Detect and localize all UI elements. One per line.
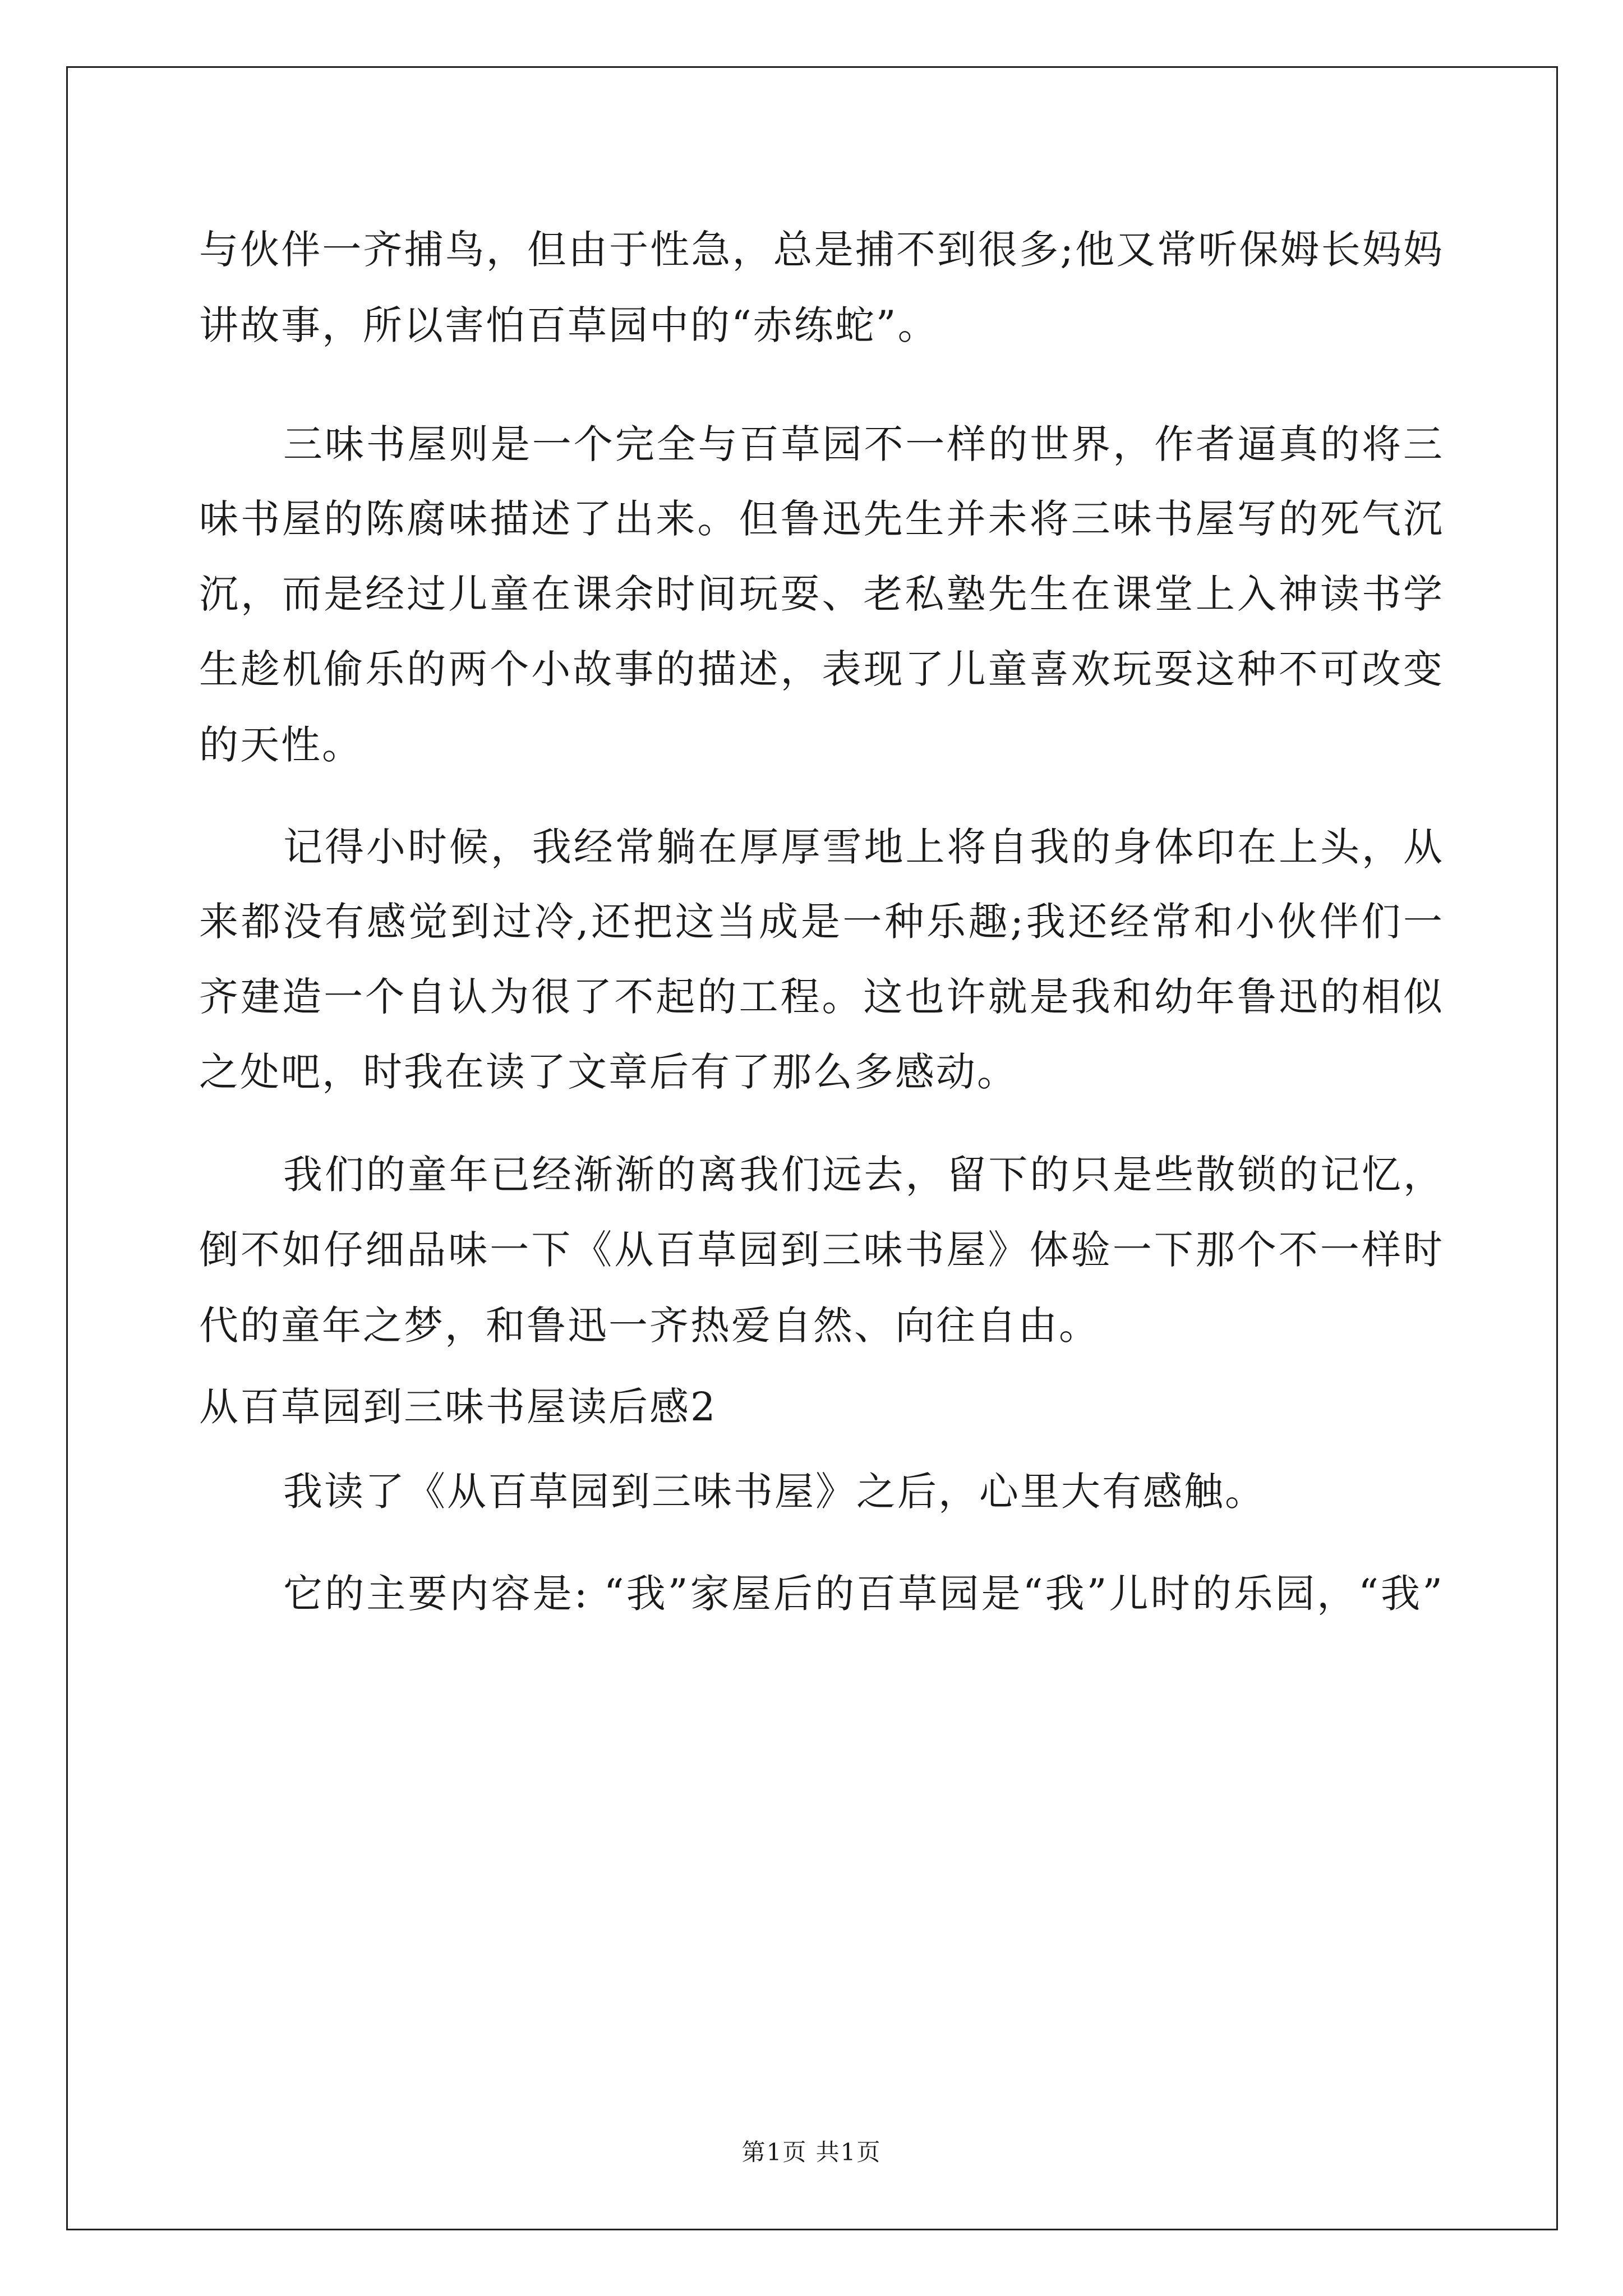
paragraph-line: 它的主要内容是: “我”家屋后的百草园是“我”儿时的乐园，“我”: [283, 1571, 1444, 1617]
section-heading: 从百草园到三味书屋读后感2: [199, 1384, 717, 1430]
page-footer: 第1页 共1页: [741, 2138, 882, 2166]
paragraph-line: 讲故事，所以害怕百草园中的“赤练蛇”。: [199, 302, 939, 348]
paragraph-line: 倒不如仔细品味一下《从百草园到三味书屋》体验一下那个不一样时: [199, 1227, 1444, 1273]
paragraph-line: 我们的童年已经渐渐的离我们远去，留下的只是些散锁的记忆，: [283, 1152, 1444, 1198]
paragraph-line: 三味书屋则是一个完全与百草园不一样的世界，作者逼真的将三: [283, 421, 1444, 467]
paragraph-line: 味书屋的陈腐味描述了出来。但鲁迅先生并未将三味书屋写的死气沉: [199, 496, 1444, 542]
paragraph-line: 记得小时候，我经常躺在厚厚雪地上将自我的身体印在上头，从: [283, 824, 1444, 870]
paragraph-line: 沉，而是经过儿童在课余时间玩耍、老私塾先生在课堂上入神读书学: [199, 571, 1444, 617]
paragraph-line: 来都没有感觉到过冷,还把这当成是一种乐趣;我还经常和小伙伴们一: [199, 899, 1444, 945]
paragraph-line: 的天性。: [199, 722, 363, 768]
paragraph-line: 之处吧，时我在读了文章后有了那么多感动。: [199, 1049, 1018, 1095]
paragraph-line: 我读了《从百草园到三味书屋》之后，心里大有感触。: [283, 1469, 1266, 1515]
page-border: [66, 66, 1558, 2230]
paragraph-line: 齐建造一个自认为很了不起的工程。这也许就是我和幼年鲁迅的相似: [199, 974, 1444, 1020]
paragraph-line: 生趁机偷乐的两个小故事的描述，表现了儿童喜欢玩耍这种不可改变: [199, 646, 1444, 692]
paragraph-line: 与伙伴一齐捕鸟，但由于性急，总是捕不到很多;他又常听保姆长妈妈: [199, 227, 1444, 273]
paragraph-line: 代的童年之梦，和鲁迅一齐热爱自然、向往自由。: [199, 1303, 1100, 1349]
